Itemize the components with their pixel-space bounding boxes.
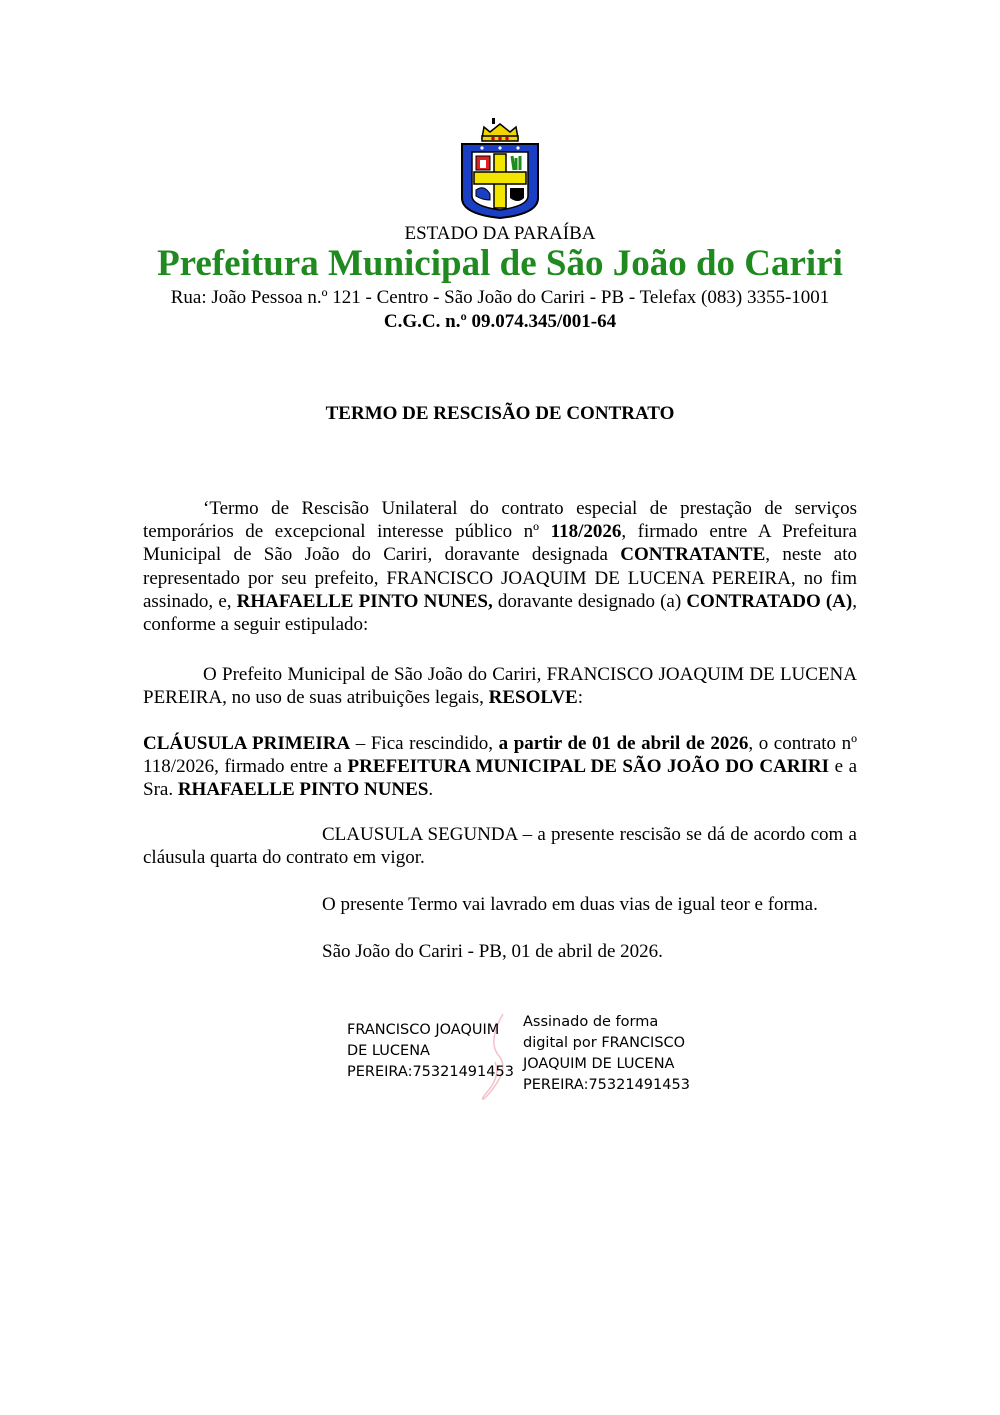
- resolve-paragraph: O Prefeito Municipal de São João do Cariri, FRANCISCO JOAQUIM DE LUCENA PEREIRA, no uso de suas atribuições legais, RESOLVE:: [143, 664, 857, 709]
- coat-of-arms-icon: [458, 118, 542, 220]
- state-name: ESTADO DA PARAÍBA: [404, 223, 596, 244]
- clause-one: CLÁUSULA PRIMEIRA – Fica rescindido, a partir de 01 de abril de 2026, o contrato nº 118/2026, firmado entre a PREFEITURA MUNICIPAL DE SÃO JOÃO DO CARIRI e a Sra. RHAFAELLE PINTO NUNES.: [143, 733, 858, 801]
- signer-name: FRANCISCO JOAQUIM DE LUCENA PEREIRA:75321491453: [347, 1022, 514, 1080]
- crown-icon: [482, 118, 518, 141]
- intro-paragraph: ‘Termo de Rescisão Unilateral do contrato especial de prestação de serviços temporários de excepcional interesse público nº 118/2026, firmado entre A Prefeitura Municipal de São João do Cariri, doravante designada CONTRATANTE, neste ato representado por seu prefeito, FRANCISCO JOAQUIM DE LUCENA PEREIRA, no fim assinado, e, RHAFAELLE PINTO NUNES, doravante designado (a) CONTRATADO (A), conforme a seguir estipulado:: [143, 498, 857, 636]
- place-date: São João do Cariri - PB, 01 de abril de 2026.: [322, 941, 663, 962]
- clause-two: CLAUSULA SEGUNDA – a presente rescisão se dá de acordo com a cláusula quarta do contrato em vigor.: [143, 824, 857, 869]
- signature-details: Assinado de forma digital por FRANCISCO JOAQUIM DE LUCENA PEREIRA:75321491453: [523, 1014, 690, 1093]
- closing-statement: O presente Termo vai lavrado em duas vias de igual teor e forma.: [322, 894, 818, 915]
- cgc-number: C.G.C. n.º 09.074.345/001-64: [383, 311, 617, 332]
- document-title: TERMO DE RESCISÃO DE CONTRATO: [325, 403, 675, 424]
- digital-signature: [347, 1012, 707, 1107]
- municipality-title: Prefeitura Municipal de São João do Cariri: [157, 243, 843, 284]
- address-line: Rua: João Pessoa n.º 121 - Centro - São João do Cariri - PB - Telefax (083) 3355-1001: [170, 287, 830, 308]
